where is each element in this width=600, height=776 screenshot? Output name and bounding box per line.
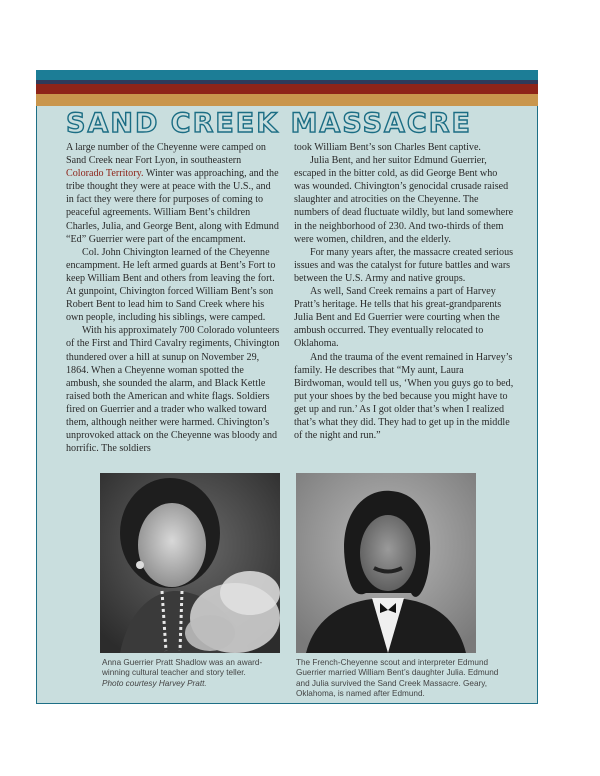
right-paragraph-4: As well, Sand Creek remains a part of Harvey Pratt’s heritage. He tells that his great-grandparents Julia Bent and Ed Guerrier were courting when the ambush occurred. They eventually relocated to Oklahoma.: [294, 286, 502, 350]
place-highlight: Colorado Territory.: [66, 168, 144, 180]
left-paragraph-1: A large number of the Cheyenne were camped on Sand Creek near Fort Lyon, in southeastern Colorado Territory. Winter was approaching, and the tribe thought they were at peace with the U.S., and in fact they were there for purposes of coming to peaceful agreements. William Bent’s children Charles, Julia, and George Bent, along with Edmund “Ed” Guerrier were part of the encampment.: [66, 142, 279, 245]
left-paragraph-3: With his approximately 700 Colorado volunteers of the First and Third Cavalry regiments, Chivington thundered over a hill at sunup on November 29, 1864. When a Cheyenne woman spotted the ambush, she sounded the alarm, and Black Kettle raised both the American and white flags. Soldiers fired on Guerrier and a trader who walked toward them, although neither were harmed. Chivington’s unprovoked attack on the Cheyenne was bloody and horrific. The soldiers: [66, 325, 280, 455]
portrait-man-image: [296, 473, 476, 653]
header-stripe-red: [36, 84, 538, 94]
portrait-woman-image: [100, 473, 280, 653]
caption-right: The French-Cheyenne scout and interpreter Edmund Guerrier married William Bent’s daughter Julia. Edmund and Julia survived the Sand Creek Massacre. Geary, Oklahoma, is named after Edmund.: [296, 658, 499, 699]
right-column: [294, 141, 514, 442]
left-column: [66, 141, 280, 455]
header-stripe-teal: [36, 70, 538, 80]
article-title: SAND CREEK MASSACRE: [66, 108, 472, 139]
right-paragraph-1: took William Bent’s son Charles Bent captive.: [294, 142, 481, 153]
header-stripe-tan: [36, 94, 538, 106]
caption-left: Anna Guerrier Pratt Shadlow was an award-winning cultural teacher and story teller. Photo courtesy Harvey Pratt.: [102, 658, 263, 688]
right-paragraph-3: For many years after, the massacre created serious issues and was the catalyst for future battles and wars between the U.S. Army and native groups.: [294, 246, 514, 284]
photo-anna-guerrier-pratt-shadlow: [100, 473, 280, 653]
caption-left-credit: Photo courtesy Harvey Pratt.: [102, 678, 207, 688]
right-paragraph-2: Julia Bent, and her suitor Edmund Guerrier, escaped in the bitter cold, as did George Bent who was wounded. Chivington’s genocidal crusade raised slaughter and atrocities on the Cheyenne. The numbers of dead fluctuate wildly, but land somewhere in the neighborhood of 230. And two-thirds of them were women, children, and the elderly.: [294, 155, 514, 245]
left-paragraph-2: Col. John Chivington learned of the Cheyenne encampment. He left armed guards at Bent’s Fort to keep William Bent and others from leaving the fort. At gunpoint, Chivington forced William Bent’s son Robert Bent to lead him to Sand Creek where his own people, including his siblings, were camped.: [66, 246, 276, 324]
right-paragraph-5: And the trauma of the event remained in Harvey’s family. He describes that “My aunt, Laura Birdwoman, would tell us, ‘When you guys go to bed, put your shoes by the bed because you might have to get up and run.’ As I got older that’s when I realized that’s what they did. They had to get up in the middle of the night and run.”: [294, 351, 514, 442]
photo-edmund-guerrier: [296, 473, 476, 653]
